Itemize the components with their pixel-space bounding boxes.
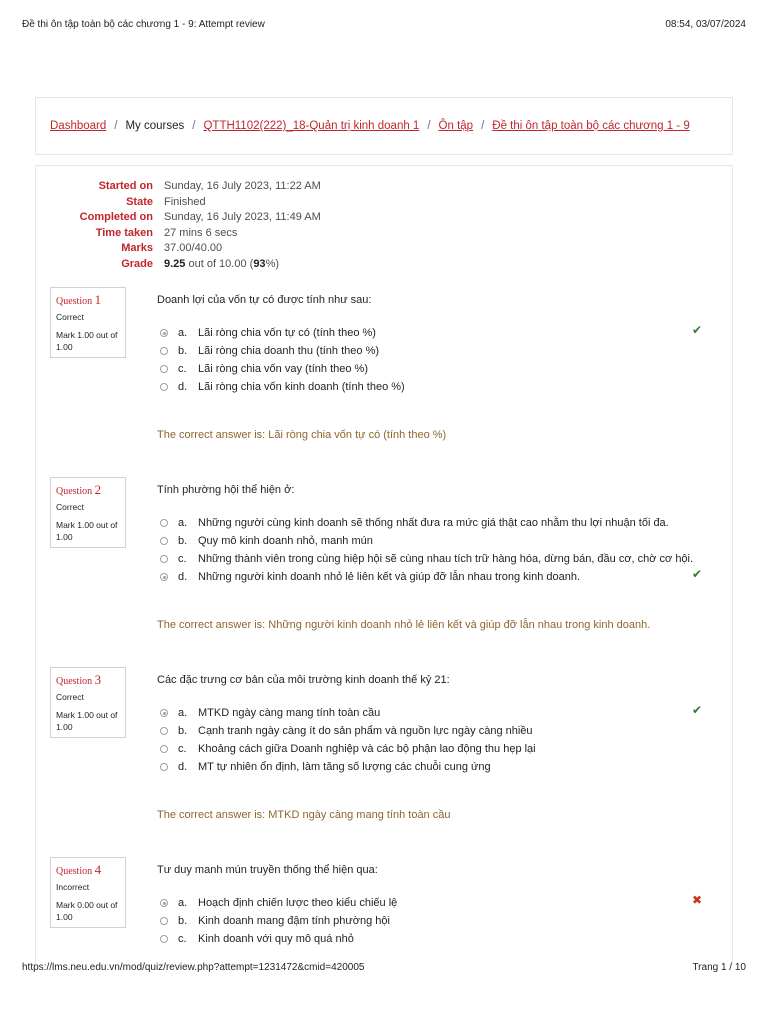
radio-button[interactable] [160,709,168,717]
breadcrumb-section-link[interactable]: Ôn tập [438,120,474,132]
answer-option[interactable] [160,895,397,911]
answer-option[interactable] [160,723,533,739]
question-info [50,667,126,738]
breadcrumb-course-link[interactable]: QTTH1102(222)_18-Quản trị kinh doanh 1 [203,120,420,132]
question-info [50,857,126,928]
breadcrumb-separator: / [192,120,196,132]
answer-letter: d. [178,571,188,583]
question-state: Correct [56,502,84,512]
answer-letter: a. [178,707,188,719]
answer-option[interactable] [160,379,405,395]
question-number: Question 2 [56,482,102,497]
answer-letter: c. [178,743,187,755]
question-info [50,477,126,548]
correct-answer-feedback: The correct answer is: Lãi ròng chia vốn tự có (tính theo %) [157,429,447,441]
breadcrumb-separator: / [427,120,431,132]
answer-text: Những thành viên trong cùng hiệp hội sẽ cùng nhau tích trữ hàng hóa, dừng bán, đầu cơ, chờ cơ hội. [198,553,694,565]
correct-answer-feedback: The correct answer is: Những người kinh doanh nhỏ lẻ liên kết và giúp đỡ lẫn nhau trong kinh doanh. [157,619,651,631]
answer-letter: c. [178,553,187,565]
answer-letter: c. [178,933,187,945]
answer-text: Những người kinh doanh nhỏ lẻ liên kết và giúp đỡ lẫn nhau trong kinh doanh. [198,571,581,583]
breadcrumb-separator: / [114,120,118,132]
print-header [22,19,746,30]
answer-letter: b. [178,915,188,927]
radio-button[interactable] [160,935,168,943]
answer-text: Lãi ròng chia vốn kinh doanh (tính theo %) [198,381,405,393]
summary-state: State Finished [126,195,206,208]
summary-started-on: Started on Sunday, 16 July 2023, 11:22 AM [98,180,321,192]
summary-marks: Marks 37.00/40.00 [121,242,223,254]
answer-text: Kinh doanh với quy mô quá nhỏ [198,933,354,945]
question-text: Các đặc trưng cơ bản của môi trường kinh doanh thế kỷ 21: [157,674,450,686]
answer-text: Kinh doanh mang đậm tính phường hội [198,915,390,927]
answer-text: MTKD ngày càng mang tính toàn cầu [198,707,381,719]
radio-button[interactable] [160,573,168,581]
answer-option[interactable] [160,551,693,567]
answer-text: Lãi ròng chia doanh thu (tính theo %) [198,345,380,357]
radio-button[interactable] [160,763,168,771]
question-number: Question 4 [56,862,102,877]
answer-option[interactable] [160,759,491,775]
answer-letter: d. [178,761,188,773]
breadcrumb-quiz-link[interactable]: Đề thi ôn tập toàn bộ các chương 1 - 9 [492,120,690,132]
question-mark: Mark 0.00 out of 1.00 [56,900,118,922]
question-state: Correct [56,312,84,322]
answer-letter: a. [178,327,188,339]
check-icon: ✔ [692,323,703,337]
question-text: Tư duy manh mún truyền thống thể hiện qua: [157,864,378,876]
cross-icon: ✖ [692,893,703,907]
breadcrumb-separator: / [481,120,485,132]
question-mark: Mark 1.00 out of 1.00 [56,330,118,352]
answer-text: Những người cùng kinh doanh sẽ thống nhất đưa ra mức giá thật cao nhằm thu lợi nhuận tối đa. [198,517,669,529]
radio-button[interactable] [160,347,168,355]
answer-option[interactable] [160,325,376,341]
question-number: Question 3 [56,672,102,687]
answer-letter: a. [178,897,188,909]
answer-option[interactable] [160,361,368,377]
print-url: https://lms.neu.edu.vn/mod/quiz/review.php?attempt=1231472&cmid=420005 [22,962,365,973]
answer-option[interactable] [160,705,380,721]
answer-letter: d. [178,381,188,393]
radio-button[interactable] [160,365,168,373]
answer-letter: b. [178,725,188,737]
radio-button[interactable] [160,745,168,753]
question-state: Incorrect [56,882,90,892]
answer-text: MT tự nhiên ổn định, làm tăng số lượng các chuỗi cung ứng [198,761,491,773]
question-number: Question 1 [56,292,102,307]
question-info [50,287,126,358]
check-icon: ✔ [692,703,703,717]
radio-button[interactable] [160,519,168,527]
answer-letter: c. [178,363,187,375]
radio-button[interactable] [160,899,168,907]
radio-button[interactable] [160,537,168,545]
print-footer [22,962,746,973]
print-datetime: 08:54, 03/07/2024 [665,19,746,30]
answer-letter: b. [178,535,188,547]
radio-button[interactable] [160,329,168,337]
answer-option[interactable] [160,569,580,585]
summary-completed-on: Completed on Sunday, 16 July 2023, 11:49 AM [79,211,321,223]
print-title: Đề thi ôn tập toàn bộ các chương 1 - 9: Attempt review [22,19,265,30]
answer-option[interactable] [160,515,669,531]
radio-button[interactable] [160,727,168,735]
answer-text: Lãi ròng chia vốn tự có (tính theo %) [198,327,376,339]
question-mark: Mark 1.00 out of 1.00 [56,520,118,542]
answer-text: Cạnh tranh ngày càng ít do sản phẩm và nguồn lực ngày càng nhiều [198,725,533,737]
question-text: Doanh lợi của vốn tự có được tính như sau: [157,294,372,306]
summary-time-taken: Time taken 27 mins 6 secs [95,226,238,239]
question-mark: Mark 1.00 out of 1.00 [56,710,118,732]
answer-option[interactable] [160,741,536,757]
answer-letter: b. [178,345,188,357]
answer-option[interactable] [160,913,390,929]
check-icon: ✔ [692,567,703,581]
answer-option[interactable] [160,343,379,359]
radio-button[interactable] [160,383,168,391]
breadcrumb-dashboard-link[interactable]: Dashboard [50,120,107,132]
question-state: Correct [56,692,84,702]
radio-button[interactable] [160,917,168,925]
answer-letter: a. [178,517,188,529]
radio-button[interactable] [160,555,168,563]
correct-answer-feedback: The correct answer is: MTKD ngày càng mang tính toàn cầu [157,809,451,821]
print-page-number: Trang 1 / 10 [692,962,746,973]
answer-text: Quy mô kinh doanh nhỏ, manh mún [198,535,373,547]
breadcrumb-my-courses: My courses [125,120,185,132]
breadcrumb [35,97,733,155]
answer-text: Hoạch định chiến lược theo kiểu chiếu lệ [198,897,398,909]
answer-text: Khoảng cách giữa Doanh nghiệp và các bộ phận lao động thu hẹp lại [198,743,536,755]
answer-option[interactable] [160,533,373,549]
summary-grade: Grade 9.25 out of 10.00 (93%) [121,257,280,270]
answer-text: Lãi ròng chia vốn vay (tính theo %) [198,363,368,375]
question-text: Tính phường hội thể hiện ở: [157,484,295,496]
answer-option[interactable] [160,931,354,947]
